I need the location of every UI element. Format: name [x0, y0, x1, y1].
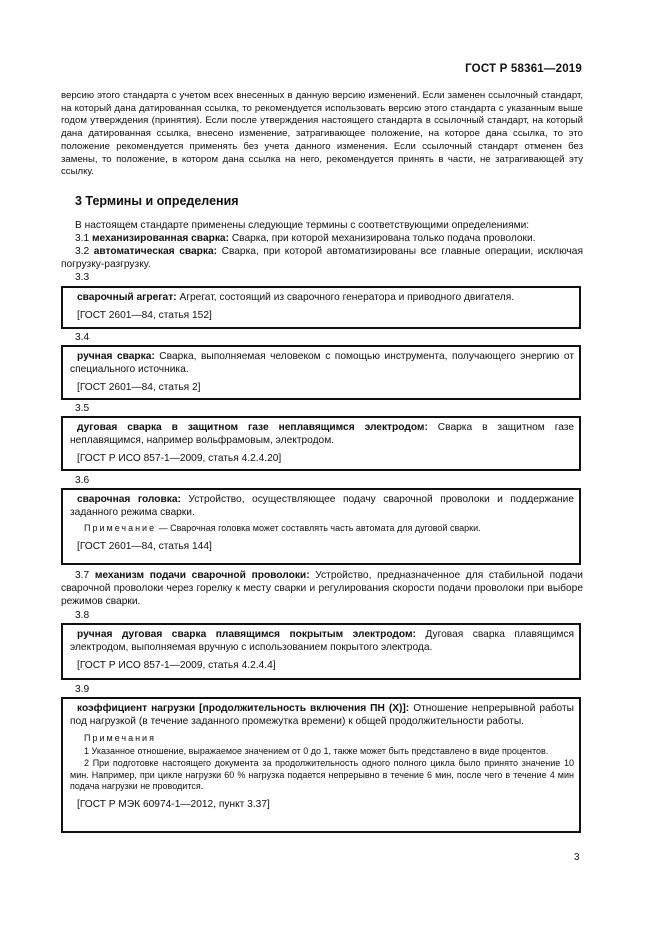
term-definition: Сварка в защитном газе неплавящимся, например вольфрамовым, электродом.	[70, 422, 575, 446]
term-name: ручная сварка:	[77, 351, 155, 362]
term-reference: [ГОСТ 2601—84, статья 144]	[77, 540, 212, 552]
term-number: 3.2	[75, 246, 90, 257]
term-number: 3.7	[75, 570, 90, 581]
term-definition: Агрегат, состоящий из сварочного генератора и приводного двигателя.	[176, 292, 515, 303]
term-number-3-8: 3.8	[75, 610, 90, 621]
term-reference: [ГОСТ 2601—84, статья 2]	[77, 382, 201, 393]
document-header: ГОСТ Р 58361—2019	[465, 63, 582, 75]
term-definition: Отношение непрерывной работы под нагрузкой (в течение заданного промежутка времени) к общей продолжительности работы.	[70, 703, 574, 727]
term-reference: [ГОСТ Р МЭК 60974-1—2012, пункт 3.37]	[77, 798, 270, 810]
term-definition: Дуговая сварка плавящимся электродом, выполняемая вручную с использованием покрытого электрода.	[70, 629, 575, 653]
term-reference: [ГОСТ Р ИСО 857-1—2009, статья 4.2.4.4]	[77, 660, 276, 671]
term-name: механизм подачи сварочной проволоки:	[94, 570, 310, 581]
term-3-1	[61, 232, 583, 245]
term-box-3-6	[61, 488, 581, 565]
term-box-3-4	[61, 345, 581, 400]
term-3-2	[61, 245, 583, 271]
section-lead: В настоящем стандарте применены следующие термины с соответствующими определениями:	[75, 220, 530, 231]
page-number: 3	[574, 852, 580, 863]
section-title: 3 Термины и определения	[75, 194, 239, 208]
note-text: — Сварочная головка может составлять часть автомата для дуговой сварки.	[156, 523, 481, 533]
term-box-3-9	[61, 697, 581, 833]
term-box-3-3	[61, 286, 581, 329]
term-definition: Устройство, осуществляющее подачу сварочной проволоки и поддержание заданного режима сварки.	[70, 494, 575, 518]
term-3-7	[61, 569, 583, 608]
term-definition: Сварка, при которой механизирована только подача проволоки.	[228, 233, 536, 244]
term-definition: Сварка, при которой автоматизированы все главные операции, исключая погрузку-разгрузку.	[61, 246, 583, 270]
term-definition: Сварка, выполняемая человеком с помощью инструмента, получающего энергию от специального источника.	[70, 351, 574, 375]
term-number-3-6: 3.6	[75, 475, 90, 486]
term-name: механизированная сварка:	[92, 233, 229, 244]
note-1: 1 Указанное отношение, выражаемое значением от 0 до 1, также может быть представлено в виде процентов.	[84, 745, 549, 756]
term-name: автоматическая сварка:	[93, 246, 218, 257]
term-reference: [ГОСТ 2601—84, статья 152]	[77, 310, 212, 321]
term-name: коэффициент нагрузки [продолжительность включения ПН (X)]:	[77, 703, 410, 714]
intro-paragraph: версию этого стандарта с учетом всех внесенных в данную версию изменений. Если заменен ссылочный стандарт, на который дана датированная ссылка, то рекомендуется использовать версию этого стандарта с указанным выше годом утверждения (принятия). Если после утверждения настоящего стандарта в ссылочный стандарт, на который дана датированная ссылка, внесено изменение, затрагивающее положение, на которое дана ссылка, то это положение рекомендуется применять без учета данного изменения. Если ссылочный стандарт отменен без замены, то положение, в котором дана ссылка на него, рекомендуется принять в части, не затрагивающей эту ссылку.	[61, 90, 583, 178]
notes-label: Примечания	[84, 733, 156, 743]
term-reference: [ГОСТ Р ИСО 857-1—2009, статья 4.2.4.20]	[77, 453, 282, 464]
term-number-3-3: 3.3	[75, 272, 90, 283]
term-number-3-5: 3.5	[75, 403, 90, 414]
term-number-3-9: 3.9	[75, 684, 90, 695]
term-name: сварочный агрегат:	[77, 292, 177, 303]
term-box-3-5	[61, 416, 581, 471]
term-number: 3.1	[75, 233, 90, 244]
term-note	[70, 523, 574, 535]
term-box-3-8	[61, 623, 581, 680]
note-label: Примечание	[84, 523, 157, 533]
term-definition: Устройство, предназначенное для стабильной подачи сварочной проволоки через горелку к месту сварки и регулирования скорости подачи проволоки при выборе режимов сварки.	[61, 570, 583, 607]
term-name: ручная дуговая сварка плавящимся покрытым электродом:	[77, 629, 416, 640]
term-name: дуговая сварка в защитном газе неплавящимся электродом:	[77, 422, 428, 433]
term-number-3-4: 3.4	[75, 332, 90, 343]
term-name: сварочная головка:	[77, 494, 181, 505]
note-2: 2 При подготовке настоящего документа за продолжительность одного полного цикла было принято значение 10 мин. Например, при цикле нагрузки 60 % нагрузка подается непрерывно в течение 6 мин, после чего в течение 4 мин подача нагрузки не проводится.	[70, 758, 574, 791]
